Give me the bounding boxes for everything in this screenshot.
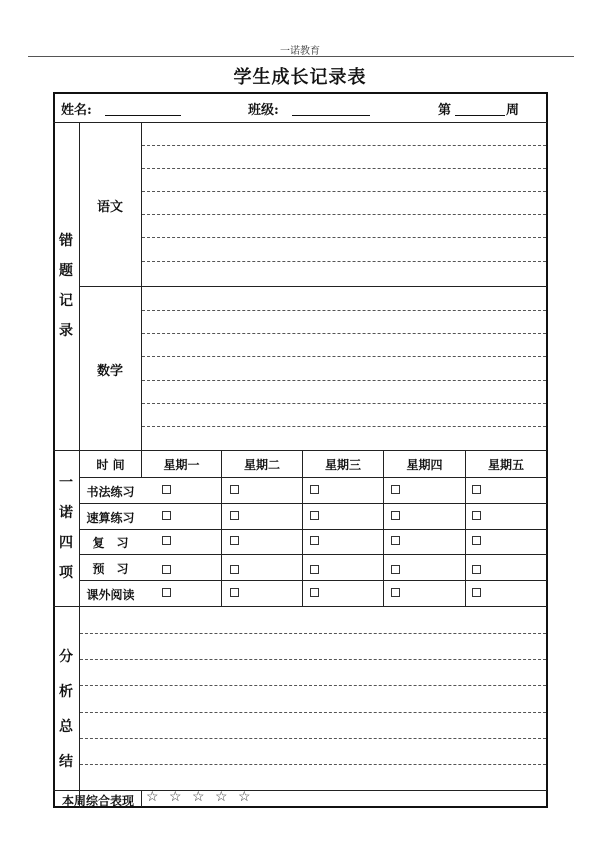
analysis-bottom bbox=[53, 790, 547, 791]
task-checkbox[interactable] bbox=[310, 565, 319, 574]
task-checkbox[interactable] bbox=[310, 588, 319, 597]
task-checkbox[interactable] bbox=[472, 536, 481, 545]
chinese-line bbox=[142, 191, 546, 192]
chinese-line bbox=[142, 214, 546, 215]
task-preview: 预 习 bbox=[92, 562, 129, 576]
week-prefix: 第 bbox=[438, 103, 452, 118]
day-header-tue: 星期二 bbox=[243, 458, 280, 472]
tasks-section-label: 一 诺 四 项 bbox=[59, 475, 73, 581]
task-checkbox[interactable] bbox=[391, 565, 400, 574]
page-title: 学生成长记录表 bbox=[233, 67, 367, 88]
name-label: 姓名: bbox=[61, 103, 92, 118]
task-checkbox[interactable] bbox=[162, 511, 171, 520]
task-checkbox[interactable] bbox=[472, 565, 481, 574]
task-checkbox[interactable] bbox=[310, 536, 319, 545]
rating-stars[interactable]: ☆ ☆ ☆ ☆ ☆ bbox=[146, 789, 254, 805]
chinese-line bbox=[142, 237, 546, 238]
analysis-line bbox=[80, 738, 546, 739]
table-top-border bbox=[53, 92, 547, 94]
math-line bbox=[142, 403, 546, 404]
task-row-divider bbox=[79, 529, 547, 530]
task-checkbox[interactable] bbox=[391, 588, 400, 597]
task-row-divider bbox=[79, 580, 547, 581]
analysis-line bbox=[80, 764, 546, 765]
chinese-line bbox=[142, 145, 546, 146]
task-checkbox[interactable] bbox=[230, 485, 239, 494]
day-header-fri: 星期五 bbox=[487, 458, 524, 472]
math-label: 数学 bbox=[97, 364, 124, 379]
task-checkbox[interactable] bbox=[391, 536, 400, 545]
day-column-divider bbox=[465, 450, 466, 606]
task-checkbox[interactable] bbox=[230, 588, 239, 597]
class-label: 班级: bbox=[248, 103, 279, 118]
math-line bbox=[142, 310, 546, 311]
analysis-section-label: 分 析 总 结 bbox=[59, 649, 73, 770]
chinese-label: 语文 bbox=[97, 200, 124, 215]
analysis-line bbox=[80, 633, 546, 634]
task-checkbox[interactable] bbox=[472, 511, 481, 520]
header-org: 一诺教育 bbox=[280, 46, 320, 57]
task-checkbox[interactable] bbox=[162, 565, 171, 574]
task-reading: 课外阅读 bbox=[86, 588, 135, 602]
task-row-divider bbox=[79, 503, 547, 504]
task-mental-math: 速算练习 bbox=[86, 511, 135, 525]
task-checkbox[interactable] bbox=[391, 511, 400, 520]
chinese-line bbox=[142, 168, 546, 169]
math-line bbox=[142, 333, 546, 334]
day-header-thu: 星期四 bbox=[406, 458, 443, 472]
time-header: 时 间 bbox=[96, 458, 125, 472]
chinese-line bbox=[142, 261, 546, 262]
math-line bbox=[142, 356, 546, 357]
subject-divider bbox=[79, 286, 547, 287]
day-column-divider bbox=[302, 450, 303, 606]
task-row-divider bbox=[79, 554, 547, 555]
task-checkbox[interactable] bbox=[230, 536, 239, 545]
day-header-wed: 星期三 bbox=[324, 458, 361, 472]
day-header-mon: 星期一 bbox=[163, 458, 200, 472]
task-checkbox[interactable] bbox=[162, 485, 171, 494]
analysis-line bbox=[80, 712, 546, 713]
task-calligraphy: 书法练习 bbox=[86, 485, 135, 499]
week-field[interactable] bbox=[455, 115, 505, 116]
task-checkbox[interactable] bbox=[310, 511, 319, 520]
task-checkbox[interactable] bbox=[472, 485, 481, 494]
tasks-bottom bbox=[53, 606, 547, 607]
mistakes-bottom bbox=[53, 450, 547, 451]
task-checkbox[interactable] bbox=[230, 565, 239, 574]
task-checkbox[interactable] bbox=[472, 588, 481, 597]
weekly-label: 本周综合表现 bbox=[61, 794, 134, 808]
subject-column bbox=[141, 122, 142, 477]
math-line bbox=[142, 380, 546, 381]
task-checkbox[interactable] bbox=[310, 485, 319, 494]
task-checkbox[interactable] bbox=[162, 536, 171, 545]
day-column-divider bbox=[221, 450, 222, 606]
class-field[interactable] bbox=[292, 115, 370, 116]
tasks-header-bottom bbox=[79, 477, 547, 478]
analysis-line bbox=[80, 685, 546, 686]
task-review: 复 习 bbox=[92, 536, 129, 550]
info-row-bottom bbox=[53, 122, 547, 123]
header-divider bbox=[28, 56, 574, 57]
week-suffix: 周 bbox=[506, 103, 520, 118]
analysis-line bbox=[80, 659, 546, 660]
name-field[interactable] bbox=[105, 115, 181, 116]
weekly-divider bbox=[141, 790, 142, 807]
math-line bbox=[142, 426, 546, 427]
task-checkbox[interactable] bbox=[230, 511, 239, 520]
task-checkbox[interactable] bbox=[391, 485, 400, 494]
task-checkbox[interactable] bbox=[162, 588, 171, 597]
mistakes-section-label: 错 题 记 录 bbox=[59, 233, 73, 339]
day-column-divider bbox=[383, 450, 384, 606]
